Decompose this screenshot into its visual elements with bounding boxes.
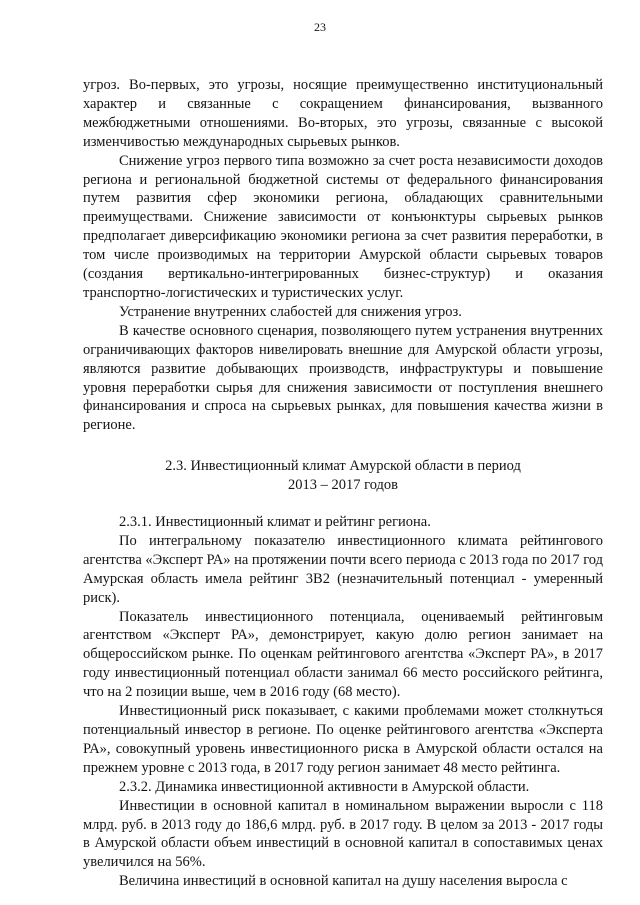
paragraph: Инвестиции в основной капитал в номинальном выражении выросли с 118 млрд. руб. в 2013 году до 186,6 млрд. руб. в 2017 году. В целом за 2013 - 2017 годы в Амурской области объем инвестиций в основной капитал в сопоставимых ценах увеличился на 56%. [83,797,603,871]
section-heading [83,457,603,495]
section-heading-line: 2013 – 2017 годов [287,477,399,494]
paragraph: Снижение угроз первого типа возможно за счет роста независимости доходов региона и региональной бюджетной системы от федерального финансирования путем развития сфер экономики региона, обладающих сравнительными преимуществами. Снижение зависимости от конъюнктуры сырьевых рынков предполагает диверсификацию экономики региона за счет развития переработки, в том числе производимых на территории Амурской области сырьевых товаров (создания вертикально-интегрированных бизнес-структур) и оказания транспортно-логистических и туристических услуг. [83,152,603,301]
paragraph: По интегральному показателю инвестиционного климата рейтингового агентства «Эксперт РА» на протяжении почти всего периода с 2013 года по 2017 год Амурская область имела рейтинг 3В2 (незначительный потенциал - умеренный риск). [83,532,603,606]
page-number: 23 [314,20,326,34]
section-heading-line: 2.3. Инвестиционный климат Амурской области в период [165,458,521,475]
paragraph: В качестве основного сценария, позволяющего путем устранения внутренних ограничивающих факторов нивелировать внешние для Амурской области угрозы, являются развитие добывающих производств, инфраструктуры и повышение уровня переработки сырья для снижения зависимости от поступления внешнего финансирования и спроса на сырьевых рынках, для повышения качества жизни в регионе. [83,322,603,434]
page-content [83,76,603,891]
paragraph: Устранение внутренних слабостей для снижения угроз. [119,303,462,320]
paragraph: Показатель инвестиционного потенциала, оцениваемый рейтинговым агентством «Эксперт РА», демонстрирует, какую долю регион занимает на общероссийском рынке. По оценкам рейтингового агентства «Эксперт РА», в 2017 году инвестиционный потенциал области занимал 66 место российского рейтинга, что на 2 позиции выше, чем в 2016 году (68 место). [83,608,603,701]
paragraph: Инвестиционный риск показывает, с какими проблемами может столкнуться потенциальный инвестор в регионе. По оценке рейтингового агентства «Эксперта РА», совокупный уровень инвестиционного риска в Амурской области остался на прежнем уровне с 2013 года, в 2017 году регион занимает 48 место рейтинга. [83,703,603,776]
subsection-title: 2.3.2. Динамика инвестиционной активности в Амурской области. [119,778,530,795]
paragraph: Величина инвестиций в основной капитал на душу населения выросла с [119,873,568,890]
paragraph: угроз. Во-первых, это угрозы, носящие преимущественно институциональный характер и связанные с сокращением финансирования, вызванного межбюджетными отношениями. Во-вторых, это угрозы, связанные с высокой изменчивостью международных сырьевых рынков. [83,77,603,150]
subsection-title: 2.3.1. Инвестиционный климат и рейтинг региона. [119,514,431,531]
